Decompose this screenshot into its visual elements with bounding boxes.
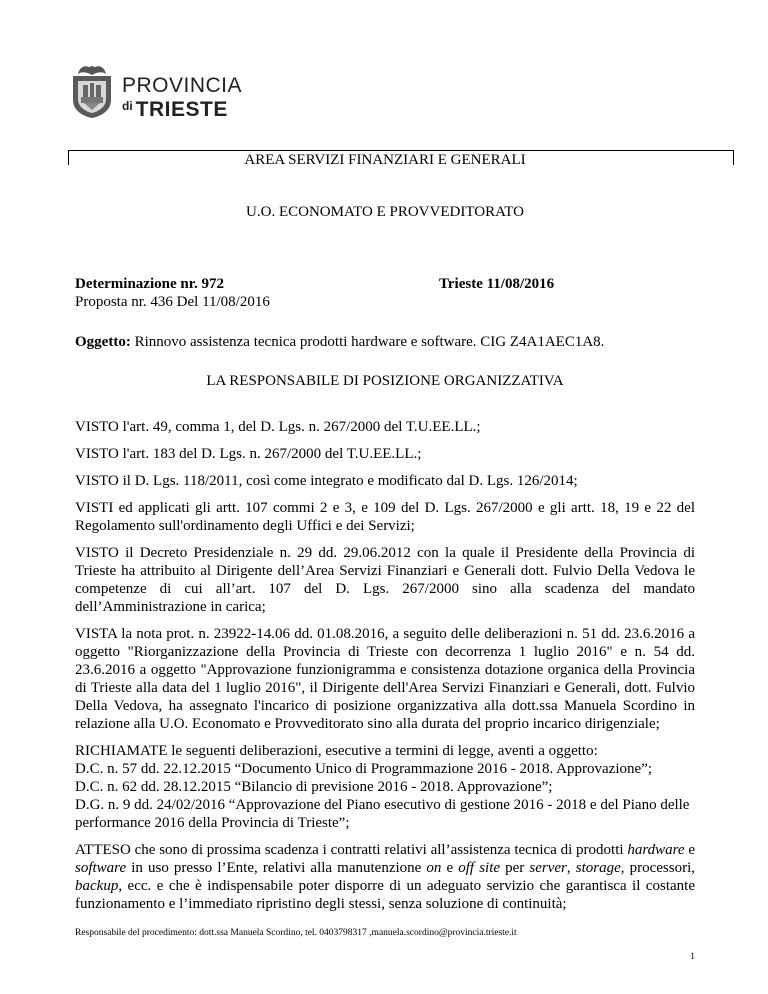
header-rule-left-tick [68, 150, 69, 165]
paragraph-visto-decreto: VISTO il Decreto Presidenziale n. 29 dd. 29.06.2012 con la quale il Presidente della Provincia di Trieste ha attribuito al Dirigente dell’Area Servizi Finanziari e Generali dott. Fulvio Della Vedova le competenze di cui all’art. 107 del D. Lgs. 267/2000 sino alla scadenza del mandato dell’Amministrazione in carica; [75, 545, 695, 615]
atteso-text-e: per [500, 860, 530, 876]
unit-title: U.O. ECONOMATO E PROVVEDITORATO [246, 204, 524, 220]
atteso-text-d: e [441, 860, 459, 876]
richiamate-dg9: D.G. n. 9 dd. 24/02/2016 “Approvazione del Piano esecutivo di gestione 2016 - 2018 e del Piano delle performance 2016 della Provincia di Trieste”; [75, 797, 690, 831]
footer-responsabile: Responsabile del procedimento: dott.ssa Manuela Scordino, tel. 0403798317 ,manuela.scordino@provincia.trieste.it [75, 928, 517, 938]
richiamate-dc62: D.C. n. 62 dd. 28.12.2015 “Bilancio di previsione 2016 - 2018. Approvazione”; [75, 779, 553, 795]
atteso-software: software [75, 860, 127, 876]
atteso-text-b: e [684, 842, 695, 858]
determinazione-number: Determinazione nr. 972 [75, 276, 225, 292]
oggetto-line [75, 333, 604, 351]
paragraph-visto-art183: VISTO l'art. 183 del D. Lgs. n. 267/2000 del T.U.EE.LL.; [75, 446, 422, 462]
coat-of-arms-icon [70, 62, 114, 118]
page-number: 1 [690, 952, 695, 962]
provincia-logo [68, 62, 243, 121]
paragraph-vista-nota: VISTA la nota prot. n. 23922-14.06 dd. 01.08.2016, a seguito delle deliberazioni n. 51 dd. 23.6.2016 a oggetto "Riorganizzazione della Provincia di Trieste con decorrenza 1 luglio 2016" e n. 54 dd. 23.6.2016 a oggetto "Approvazione funzionigramma e consistenza dotazione organica della Provincia di Trieste alla data del 1 luglio 2016", il Dirigente dell'Area Servizi Finanziari e Generali, dott. Fulvio Della Vedova, ha assegnato l'incarico di posizione organizzativa alla dott.ssa Manuela Scordino in relazione alla U.O. Economato e Provveditorato sino alla durata del proprio incarico dirigenziale; [75, 626, 695, 732]
atteso-text-f: , [566, 860, 576, 876]
place-date: Trieste 11/08/2016 [439, 276, 555, 292]
atteso-server: server [529, 860, 567, 876]
atteso-text-h: , ecc. e che è indispensabile poter disporre di un adeguato servizio che garantisca il costante funzionamento e l’immediato ripristino degli stessi, senza soluzione di continuità; [75, 878, 695, 912]
oggetto-text: Rinnovo assistenza tecnica prodotti hardware e software. CIG Z4A1AEC1A8. [130, 334, 605, 350]
paragraph-richiamate [75, 742, 695, 832]
paragraph-visto-dlgs118: VISTO il D. Lgs. 118/2011, così come integrato e modificato dal D. Lgs. 126/2014; [75, 473, 578, 489]
paragraph-atteso [75, 841, 695, 913]
area-title: AREA SERVIZI FINANZIARI E GENERALI [244, 152, 526, 168]
paragraph-visti-artt107: VISTI ed applicati gli artt. 107 commi 2 e 3, e 109 del D. Lgs. 267/2000 e gli artt. 18, 19 e 22 del Regolamento sull'ordinamento degli Uffici e dei Servizi; [75, 500, 695, 534]
logo-provincia-text: PROVINCIA [122, 74, 243, 97]
atteso-storage: storage [575, 860, 621, 876]
richiamate-intro: RICHIAMATE le seguenti deliberazioni, esecutive a termini di legge, aventi a oggetto: [75, 743, 598, 759]
logo-di-text: di [122, 99, 133, 113]
atteso-text-c: in uso presso l’Ente, relativi alla manutenzione [126, 860, 427, 876]
responsabile-title: LA RESPONSABILE DI POSIZIONE ORGANIZZATIVA [206, 373, 564, 389]
proposta-number: Proposta nr. 436 Del 11/08/2016 [75, 294, 270, 310]
header-rule-right-tick [733, 150, 734, 165]
paragraph-visto-art49: VISTO l'art. 49, comma 1, del D. Lgs. n. 267/2000 del T.U.EE.LL.; [75, 419, 481, 435]
richiamate-dc57: D.C. n. 57 dd. 22.12.2015 “Documento Unico di Programmazione 2016 - 2018. Approvazione”; [75, 761, 652, 777]
atteso-text-a: ATTESO che sono di prossima scadenza i contratti relativi all’assistenza tecnica di prodotti [75, 842, 628, 858]
atteso-backup: backup [75, 878, 119, 894]
atteso-text-g: , processori, [620, 860, 695, 876]
logo-trieste-word: TRIESTE [135, 98, 228, 121]
document-body [75, 418, 695, 922]
atteso-hardware: hardware [627, 842, 685, 858]
logo-trieste-text [122, 96, 228, 122]
oggetto-label: Oggetto: [75, 334, 131, 350]
atteso-on: on [426, 860, 442, 876]
atteso-offsite: off site [458, 860, 501, 876]
header-rule [68, 150, 734, 151]
